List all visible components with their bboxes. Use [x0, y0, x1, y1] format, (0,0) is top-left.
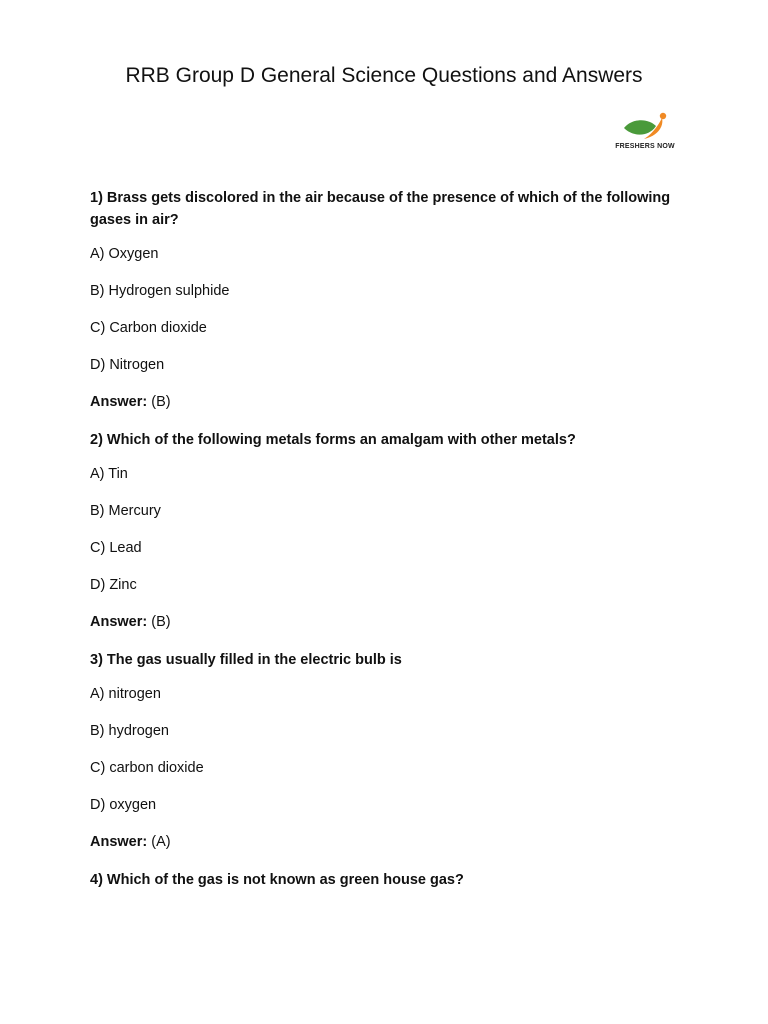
option-c: C) Carbon dioxide — [90, 320, 207, 336]
answer-line — [90, 833, 690, 852]
freshers-now-logo — [612, 112, 678, 156]
answer-label: Answer: — [90, 834, 148, 850]
question-block — [90, 429, 690, 632]
option-c: C) Lead — [90, 540, 142, 556]
answer-value: (B) — [147, 394, 171, 410]
option-c: C) carbon dioxide — [90, 760, 204, 776]
question-block — [90, 187, 690, 412]
option-b: B) hydrogen — [90, 723, 169, 739]
answer-value: (A) — [147, 834, 171, 850]
question-text: 1) Brass gets discolored in the air because of the presence of which of the following gases in air? — [90, 190, 671, 228]
option-d: D) Nitrogen — [90, 357, 165, 373]
question-block — [90, 649, 690, 852]
option-b: B) Hydrogen sulphide — [90, 283, 230, 299]
answer-label: Answer: — [90, 614, 148, 630]
freshers-now-logo-icon — [622, 112, 668, 142]
answer-line — [90, 613, 690, 632]
question-block — [90, 869, 690, 891]
question-text: 4) Which of the gas is not known as green house gas? — [90, 872, 464, 888]
option-a: A) Oxygen — [90, 246, 159, 262]
option-b: B) Mercury — [90, 503, 161, 519]
question-text: 3) The gas usually filled in the electric bulb is — [90, 652, 402, 668]
option-d: D) oxygen — [90, 797, 157, 813]
option-d: D) Zinc — [90, 577, 137, 593]
document-title: RRB Group D General Science Questions and Answers — [125, 64, 643, 87]
option-a: A) Tin — [90, 466, 128, 482]
question-list — [90, 187, 690, 905]
logo-text: FRESHERS NOW — [615, 143, 675, 150]
question-text: 2) Which of the following metals forms an amalgam with other metals? — [90, 432, 576, 448]
option-a: A) nitrogen — [90, 686, 161, 702]
answer-line — [90, 393, 690, 412]
answer-label: Answer: — [90, 394, 148, 410]
answer-value: (B) — [147, 614, 171, 630]
